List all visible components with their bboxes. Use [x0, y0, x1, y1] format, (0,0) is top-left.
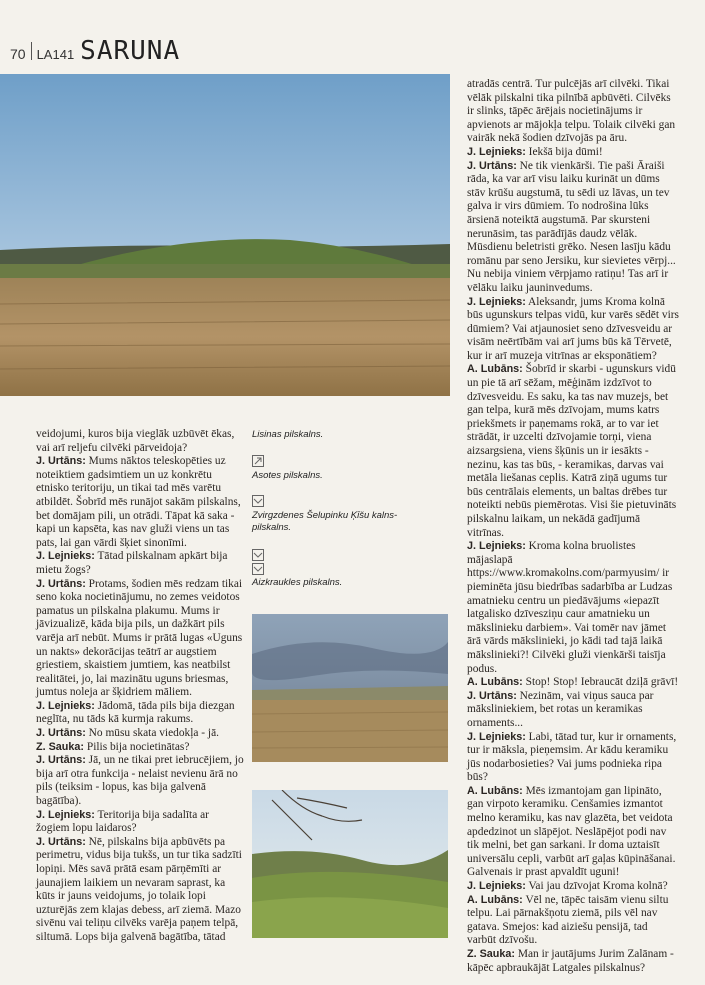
- paragraph: [467, 676, 679, 690]
- paragraph: [467, 785, 679, 880]
- paragraph: [36, 809, 244, 836]
- paragraph-text: Šobrīd ir skarbi - ugunskurs vidū un pie tā arī sēžam, mēģinām izdzīvot to dzīvesveidu. Es saku, ka tas nav muzejs, bet gan telpa, kurā mēs dzīvojam, mums katrs priekšmets ir paņemams rokā, ar to var iet strādāt, ir uzcelti dzīvojamie torņi, viena aizsargsiena, viens šķūnis un ir iesākts - nezinu, kas tas būs, - keramikas, darvas vai metāla liešanas ceplis. Katrā ziņā ugums tur būs centrālais elements, un baltas drēbes tur noteikti nebūs piemērotas. Visi šie pietuvināts pilskalnu laikam, un nekādā gadījumā vitrīnas.: [467, 363, 677, 539]
- paragraph: [36, 455, 244, 550]
- paragraph: [467, 948, 679, 975]
- speaker-name: A. Lubāns:: [467, 676, 523, 689]
- speaker-name: A. Lubāns:: [467, 784, 523, 797]
- arrow-down-icon: [252, 562, 264, 574]
- paragraph: [36, 727, 244, 741]
- paragraph: [36, 836, 244, 945]
- hillfort-landscape-photo: [0, 74, 450, 396]
- speaker-name: J. Lejnieks:: [467, 295, 526, 308]
- caption-aizkraukle: Aizkraukles pilskalns.: [252, 577, 343, 588]
- paragraph-text: Teritorija bija sadalīta ar žogiem lopu laidaros?: [36, 808, 209, 835]
- paragraph: [36, 754, 244, 808]
- speaker-name: J. Urtāns:: [36, 455, 86, 468]
- speaker-name: J. Urtāns:: [36, 577, 86, 590]
- paragraph: [467, 690, 679, 731]
- aizkraukle-photo: [252, 790, 448, 938]
- speaker-name: J. Urtāns:: [467, 159, 517, 172]
- paragraph-text: Tātad pilskalnam apkārt bija mietu žogs?: [36, 550, 228, 576]
- speaker-name: A. Lubāns:: [467, 893, 523, 906]
- paragraph-text: Kroma kolna bruolistes mājaslapā https://www.kromakolns.com/parmyusim/ ir pieminēta jūsu biedrības sadarbība ar Ludzas amatnieku centru un piedāvājums «iepazīt latgalisko dzīvesziņu caur amatnieku un mākslinieku darbiem». Vai tomēr nav jāmet ārā vārds mākslinieki, jo kādi tad tajā laikā mākslinieki?! Cilvēki gluži vienkārši taisīja podus.: [467, 540, 673, 675]
- caption-zvirgzdene: Zvirgzdenes Šelupinku Ķīšu kalns-pilskalns.: [252, 510, 398, 533]
- paragraph: [467, 296, 679, 364]
- arrow-down-icon: [252, 494, 264, 506]
- paragraph-text: Aleksandr, jums Kroma kolnā būs ugunskurs telpas vidū, kur varēs sēdēt virs dūmiem? Vai atjaunosiet seno dzīvesveidu ar visām neērtībām vai arī jums būs kā Tērvetē, kur ir arī muzeja vitrīnas ar eksponātiem?: [467, 295, 679, 362]
- speaker-name: J. Urtāns:: [36, 754, 86, 767]
- paragraph-text: Jādomā, tāda pils bija diezgan neglīta, nu tāds kā kurmja rakums.: [36, 699, 235, 726]
- right-text-column: [467, 78, 679, 975]
- paragraph-text: Stop! Stop! Iebraucāt dziļā grāvī!: [525, 676, 679, 689]
- caption-asote: Asotes pilskalns.: [252, 470, 323, 481]
- paragraph: [467, 146, 679, 160]
- paragraph: [467, 731, 679, 785]
- paragraph-text: veidojumi, kuros bija vieglāk uzbūvēt ēkas, vai arī reljefu cilvēki pārveidoja?: [36, 428, 235, 454]
- speaker-name: J. Lejnieks:: [36, 808, 95, 821]
- paragraph: [36, 550, 244, 577]
- paragraph-text: Man ir jautājums Jurim Zalānam - kāpēc apbraukājāt Latgales pilskalnus?: [467, 948, 674, 974]
- speaker-name: J. Lejnieks:: [467, 540, 526, 553]
- section-title: SARUNA: [80, 36, 181, 66]
- paragraph: [36, 741, 244, 755]
- paragraph-text: Labi, tātad tur, kur ir ornaments, tur ir māksla, pieņemsim. Ar kādu keramiku jūs nodarbosieties? Vai jums podnieka ripa būs?: [467, 730, 677, 784]
- caption-lisina: Lisinas pilskalns.: [252, 429, 324, 440]
- paragraph: [36, 428, 244, 455]
- asote-photo: [252, 614, 448, 762]
- paragraph-text: Mēs izmantojam gan lipināto, gan virpoto keramiku. Cenšamies izmantot melno keramiku, kas nav glazēta, bet veidota apdedzinot un slāpējot. Neslāpējot podi nav tik melni, bet gan sarkani. Ir doma uztaisīt universālu cepli, varbūt arī gaļas kūpināšanai. Galvenais ir prast apvaldīt uguni!: [467, 784, 676, 879]
- paragraph: [467, 160, 679, 296]
- speaker-name: J. Lejnieks:: [36, 550, 95, 563]
- speaker-name: J. Lejnieks:: [467, 730, 526, 743]
- speaker-name: J. Lejnieks:: [467, 145, 526, 158]
- paragraph: [467, 894, 679, 948]
- arrow-down-icon: [252, 548, 264, 560]
- paragraph: [467, 880, 679, 894]
- paragraph-text: Vēl ne, tāpēc taisām vienu siltu telpu. Lai pārnakšņotu ziemā, pils vēl nav gatava. Smejos: kad aiziešu pensijā, tad varbūt dzīvošu.: [467, 893, 669, 947]
- paragraph-text: Nē, pilskalns bija apbūvēts pa perimetru, vidus bija tukšs, un tur tika sadzīti lopiņi. Mēs savā prātā esam pārņēmīti ar jaunajiem laikiem un nevaram saprast, ka kūts ir jauns veidojums, jo tolaik lopi uzturējās zem klajas debess, arī ziemā. Mazo sivēnu vai teliņu cilvēks varēja paņem telpā, siltumā. Lops bija galvenā bagātība, tātad: [36, 835, 242, 943]
- left-text-column: [36, 428, 244, 945]
- paragraph-text: Iekšā bija dūmi!: [528, 145, 603, 158]
- paragraph: [467, 78, 679, 146]
- arrow-up-right-icon: [252, 454, 264, 466]
- speaker-name: Z. Sauka:: [467, 948, 516, 960]
- paragraph: [36, 700, 244, 727]
- speaker-name: J. Lejnieks:: [467, 880, 526, 893]
- page-number: 70: [10, 46, 26, 62]
- header-divider: [31, 42, 32, 60]
- paragraph-text: Nezinām, vai viņus sauca par māksliniekiem, bet rotas un keramikas ornaments...: [467, 689, 654, 729]
- paragraph: [36, 578, 244, 700]
- paragraph-text: No mūsu skata viedokļa - jā.: [88, 727, 220, 740]
- paragraph-text: Mums nāktos teleskopēties uz noteiktiem gadsimtiem un uz konkrētu etnisko teritoriju, un tikai tad mēs varētu atbildēt. Šobrīd mēs runājot sakām pilskalns, bet domājam pili, un otrādi. Tāpat kā saka - kapi un kapsēta, kas nav gluži viens un tas pats, lai gan vārdi šķiet sinonīmi.: [36, 455, 241, 549]
- speaker-name: A. Lubāns:: [467, 363, 523, 376]
- paragraph-text: Ne tik vienkārši. Tie paši Āraiši rāda, ka var arī visu laiku kurināt un dūms stāv krūšu augstumā, tu sēdi uz lāvas, un tev galva ir virs dūmiem. To nodrošina lūks ārsienā noteiktā augstumā. Par skursteni nerunāsim, tas parādījās daudz vēlāk. Mūsdienu beletristi grēko. Nesen lasīju kādu romānu par seno Jersiku, kur sievietes vērpj... Nu nebija viniem vērpjamo ratiņu! Tas arī ir vēlāku laiku jauninvedums.: [467, 159, 676, 294]
- paragraph: [467, 540, 679, 676]
- paragraph-text: Pilis bija nocietinātas?: [86, 740, 190, 753]
- page-header: [10, 36, 180, 66]
- speaker-name: J. Lejnieks:: [36, 699, 95, 712]
- paragraph-text: atradās centrā. Tur pulcējās arī cilvēki. Tikai vēlāk pilskalni tika pilnībā apbūvēti. Cilvēks ir slinks, tāpēc ārējais nocietinājums ir apvienots ar mājokļa telpu. Tolaik cilvēki gan vairāk nekā šodien dzīvojās pa āru.: [467, 78, 676, 145]
- paragraph-text: Jā, un ne tikai pret iebrucējiem, jo bija arī otra funkcija - nelaist nevienu ārā no pils (teiksim - lopus, kas bija galvenā bagātība).: [36, 754, 244, 808]
- paragraph: [467, 363, 679, 540]
- speaker-name: J. Urtāns:: [36, 835, 86, 848]
- speaker-name: J. Urtāns:: [467, 689, 517, 702]
- speaker-name: Z. Sauka:: [36, 740, 85, 753]
- paragraph-text: Protams, šodien mēs redzam tikai seno koka nocietinājumu, no zemes veidotos pamatus un pilskalna plakumu. Mums ir jāvizualizē, kāda bija pils, un dažkārt pils varēja arī nebūt. Mums ir prātā lugas «Uguns un nakts» dekorācijas teātrī ar augstiem griestiem, skaistiem jumtiem, kas neatbilst realitātei, jo, lai mazinātu uguns briesmas, jumtus noleja ar šķidriem māliem.: [36, 577, 243, 699]
- paragraph-text: Vai jau dzīvojat Kroma kolnā?: [528, 880, 668, 893]
- issue-number: LA141: [36, 47, 75, 62]
- speaker-name: J. Urtāns:: [36, 727, 86, 740]
